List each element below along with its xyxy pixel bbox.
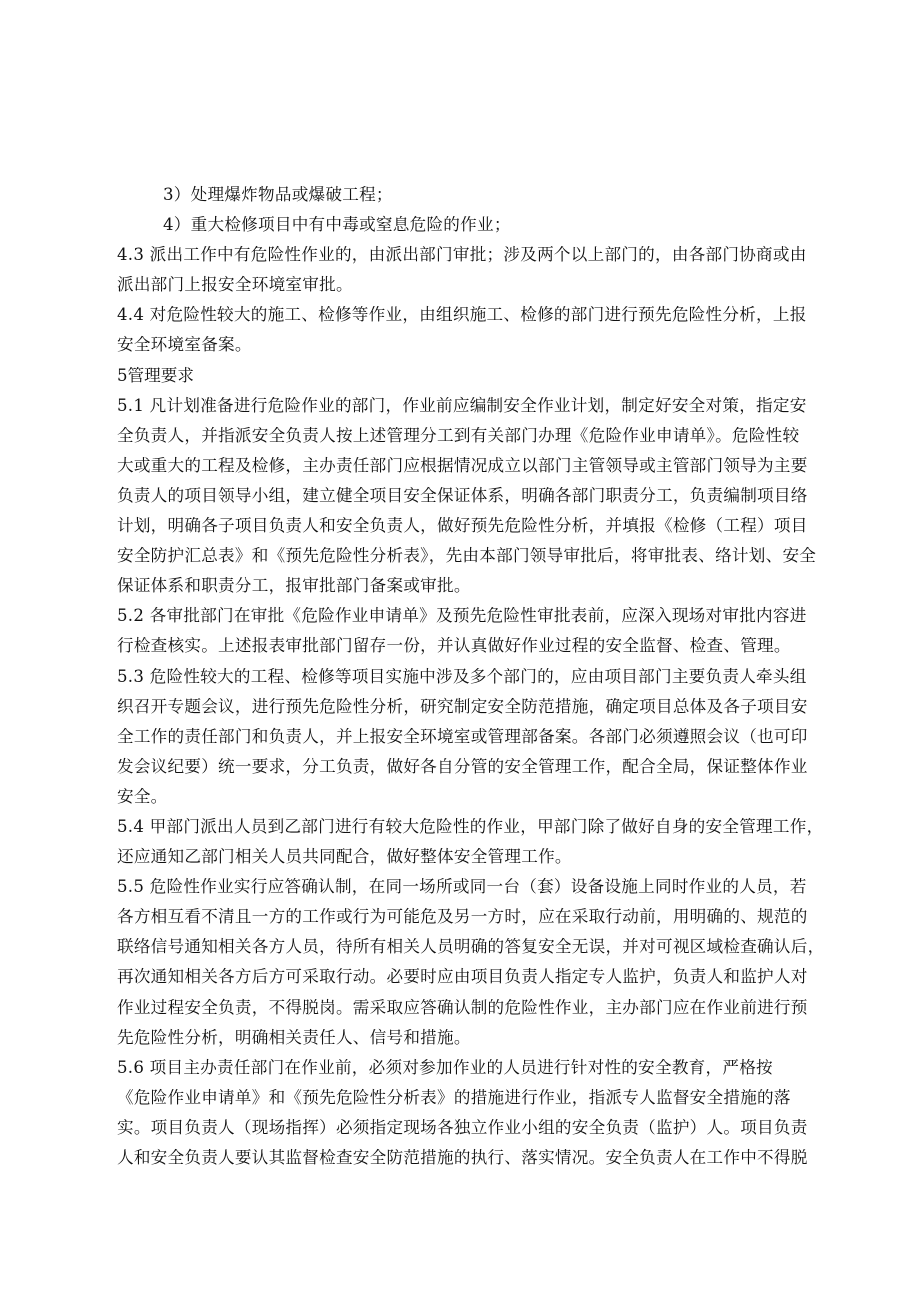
- clause-5-2-line-2: 行检查核实。上述报表审批部门留存一份，并认真做好作业过程的安全监督、检查、管理。: [117, 636, 791, 656]
- clause-5-3-line-1: 5.3 危险性较大的工程、检修等项目实施中涉及多个部门的，应由项目部门主要负责人牵头组: [117, 666, 807, 686]
- clause-5-5-line-4: 再次通知相关各方后方可采取行动。必要时应由项目负责人指定专人监护，负责人和监护人对: [117, 967, 808, 987]
- section-heading-5: 5管理要求: [117, 365, 194, 385]
- clause-4-4-line-2: 安全环境室备案。: [117, 335, 252, 355]
- clause-5-6-line-4: 人和安全负责人要认其监督检查安全防范措施的执行、落实情况。安全负责人在工作中不得脱: [117, 1148, 808, 1167]
- clause-5-3-line-2: 织召开专题会议，进行预先危险性分析，研究制定安全防范措施，确定项目总体及各子项目安: [117, 696, 808, 716]
- clause-5-1-line-7: 保证体系和职责分工，报审批部门备案或审批。: [117, 576, 471, 596]
- clause-4-4-line-1: 4.4 对危险性较大的施工、检修等作业，由组织施工、检修的部门进行预先危险性分析，上报: [117, 305, 807, 325]
- clause-5-5-line-2: 各方相互看不清且一方的工作或行为可能危及另一方时，应在采取行动前，用明确的、规范的: [117, 907, 808, 927]
- clause-5-1-line-2: 全负责人，并指派安全负责人按上述管理分工到有关部门办理《危险作业申请单》。危险性较: [117, 425, 800, 445]
- clause-5-6-line-1: 5.6 项目主办责任部门在作业前，必须对参加作业的人员进行针对性的安全教育，严格按: [117, 1057, 773, 1077]
- document-body: [117, 180, 842, 1173]
- clause-5-5-line-3: 联络信号通知相关各方人员，待所有相关人员明确的答复安全无误，并对可视区域检查确认后，: [117, 937, 825, 957]
- clause-5-5-line-1: 5.5 危险性作业实行应答确认制，在同一场所或同一台（套）设备设施上同时作业的人员，若: [117, 877, 807, 897]
- clause-5-3-line-4: 发会议纪要）统一要求，分工负责，做好各自分管的安全管理工作，配合全局，保证整体作业: [117, 756, 808, 776]
- clause-5-1-line-6: 安全防护汇总表》和《预先危险性分析表》，先由本部门领导审批后，将审批表、络计划、安全: [117, 546, 817, 566]
- clause-5-1-line-3: 大或重大的工程及检修，主办责任部门应根据情况成立以部门主管领导或主管部门领导为主要: [117, 455, 808, 475]
- clause-5-2-line-1: 5.2 各审批部门在审批《危险作业申请单》及预先危险性审批表前，应深入现场对审批内容进: [117, 606, 807, 626]
- list-item-3: 3）处理爆炸物品或爆破工程；: [163, 185, 393, 204]
- clause-5-5-line-6: 先危险性分析，明确相关责任人、信号和措施。: [117, 1027, 471, 1047]
- clause-5-4-line-1: 5.4 甲部门派出人员到乙部门进行有较大危险性的作业，甲部门除了做好自身的安全管理工作，: [117, 816, 824, 836]
- list-item-4: 4）重大检修项目中有中毒或窒息危险的作业；: [163, 215, 511, 235]
- clause-5-6-line-3: 实。项目负责人（现场指挥）必须指定现场各独立作业小组的安全负责（监护）人。项目负责: [117, 1117, 808, 1137]
- clause-4-3-line-1: 4.3 派出工作中有危险性作业的，由派出部门审批；涉及两个以上部门的，由各部门协商或由: [117, 245, 807, 265]
- clause-5-1-line-5: 计划，明确各子项目负责人和安全负责人，做好预先危险性分析，并填报《检修（工程）项目: [117, 516, 808, 536]
- clause-5-3-line-5: 安全。: [117, 786, 168, 806]
- clause-5-4-line-2: 还应通知乙部门相关人员共同配合，做好整体安全管理工作。: [117, 847, 572, 867]
- clause-5-6-line-2: 《危险作业申请单》和《预先危险性分析表》的措施进行作业，指派专人监督安全措施的落: [117, 1087, 791, 1107]
- clause-5-5-line-5: 作业过程安全负责，不得脱岗。需采取应答确认制的危险性作业，主办部门应在作业前进行预: [117, 997, 808, 1017]
- clause-5-3-line-3: 全工作的责任部门和负责人，并上报安全环境室或管理部备案。各部门必须遵照会议（也可印: [117, 726, 808, 746]
- clause-4-3-line-2: 派出部门上报安全环境室审批。: [117, 275, 353, 295]
- clause-5-1-line-4: 负责人的项目领导小组，建立健全项目安全保证体系，明确各部门职责分工，负责编制项目络: [117, 485, 808, 505]
- clause-5-1-line-1: 5.1 凡计划准备进行危险作业的部门，作业前应编制安全作业计划，制定好安全对策，指定安: [117, 395, 807, 415]
